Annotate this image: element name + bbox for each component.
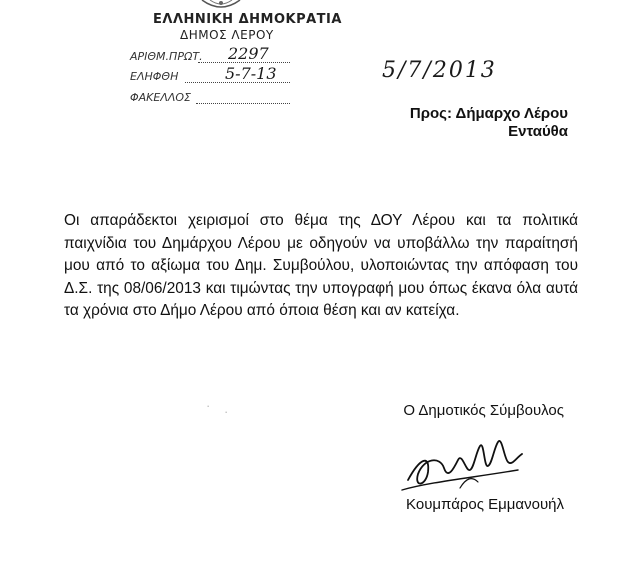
- letterhead-municipality: ΔΗΜΟΣ ΛΕΡΟΥ: [180, 28, 274, 42]
- protocol-number-value: 2297: [228, 44, 269, 63]
- handwritten-signature: [400, 428, 530, 498]
- signatory-name: Κουμπάρος Εμμανουήλ: [406, 496, 564, 513]
- received-date-label: ΕΛΗΦΘΗ: [130, 70, 179, 83]
- received-date-value: 5-7-13: [225, 64, 277, 83]
- paper-smudge: ·: [206, 398, 211, 413]
- folder-label: ΦΑΚΕΛΛΟΣ: [130, 91, 192, 104]
- recipient-line-2: Ενταύθα: [508, 123, 568, 140]
- recipient-line-1: Προς: Δήμαρχο Λέρου: [409, 105, 568, 122]
- protocol-number-label: ΑΡΙΘΜ.ΠΡΩΤ.: [130, 50, 203, 63]
- folder-line: [196, 103, 290, 104]
- paper-smudge: ·: [224, 404, 229, 419]
- handwritten-date: 5/7/2013: [382, 58, 497, 83]
- letter-body: Οι απαράδεκτοι χειρισμοί στο θέμα της ΔΟΥ Λέρου και τα πολιτικά παιχνίδια του Δημάρχου Λέρου με οδηγούν να υποβάλλω την παραίτησή μου από το αξίωμα του Δημ. Συμβούλου, υλοποιώντας την απόφαση του Δ.Σ. της 08/06/2013 και τιμώντας την υπογραφή μου όπως έκανα όλα αυτά τα χρόνια στο Δήμο Λέρου από όποια θέση και αν κατείχα.: [64, 212, 578, 319]
- letterhead-country: ΕΛΛΗΝΙΚΗ ΔΗΜΟΚΡΑΤΙΑ: [153, 12, 342, 27]
- signature-title: Ο Δημοτικός Σύμβουλος: [403, 402, 564, 419]
- greek-emblem-icon: [198, 0, 244, 10]
